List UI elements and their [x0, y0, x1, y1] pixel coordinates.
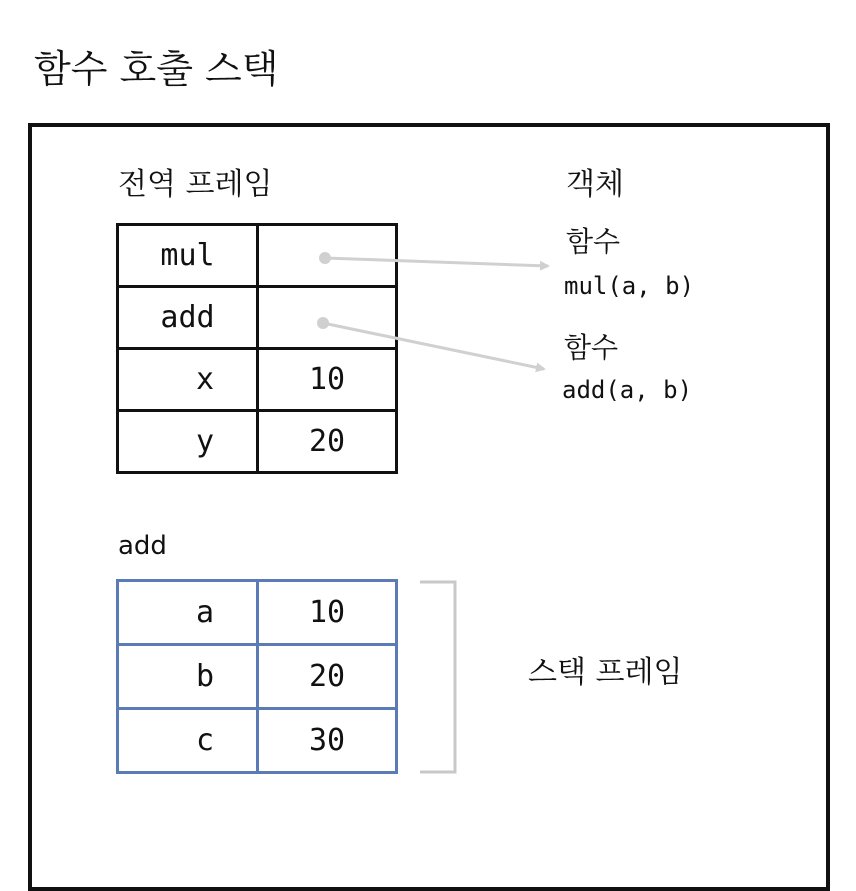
stack-frame-caption: 스택 프레임 — [528, 655, 683, 690]
stack-frame-bracket — [420, 582, 455, 772]
objects-label: 객체 — [566, 167, 624, 202]
variable-value: 10 — [258, 581, 397, 645]
variable-name: add — [118, 287, 258, 349]
stack-frame-name: add — [118, 531, 167, 561]
diagram-title: 함수 호출 스택 — [34, 47, 279, 91]
variable-name: a — [118, 581, 258, 645]
object-signature: mul(a, b) — [564, 272, 695, 300]
pointer-arrow — [325, 258, 548, 266]
variable-value: 30 — [258, 709, 397, 773]
variable-value: 20 — [258, 645, 397, 709]
object-kind: 함수 — [564, 331, 619, 364]
object-signature: add(a, b) — [562, 376, 693, 404]
pointer-arrow — [323, 323, 544, 369]
variable-name: x — [118, 349, 258, 411]
variable-name: c — [118, 709, 258, 773]
variable-name: mul — [118, 225, 258, 287]
variable-value: 20 — [258, 411, 397, 473]
variable-value: 10 — [258, 349, 397, 411]
object-kind: 함수 — [566, 225, 621, 258]
variable-name: b — [118, 645, 258, 709]
global-frame-label: 전역 프레임 — [118, 167, 273, 202]
variable-name: y — [118, 411, 258, 473]
